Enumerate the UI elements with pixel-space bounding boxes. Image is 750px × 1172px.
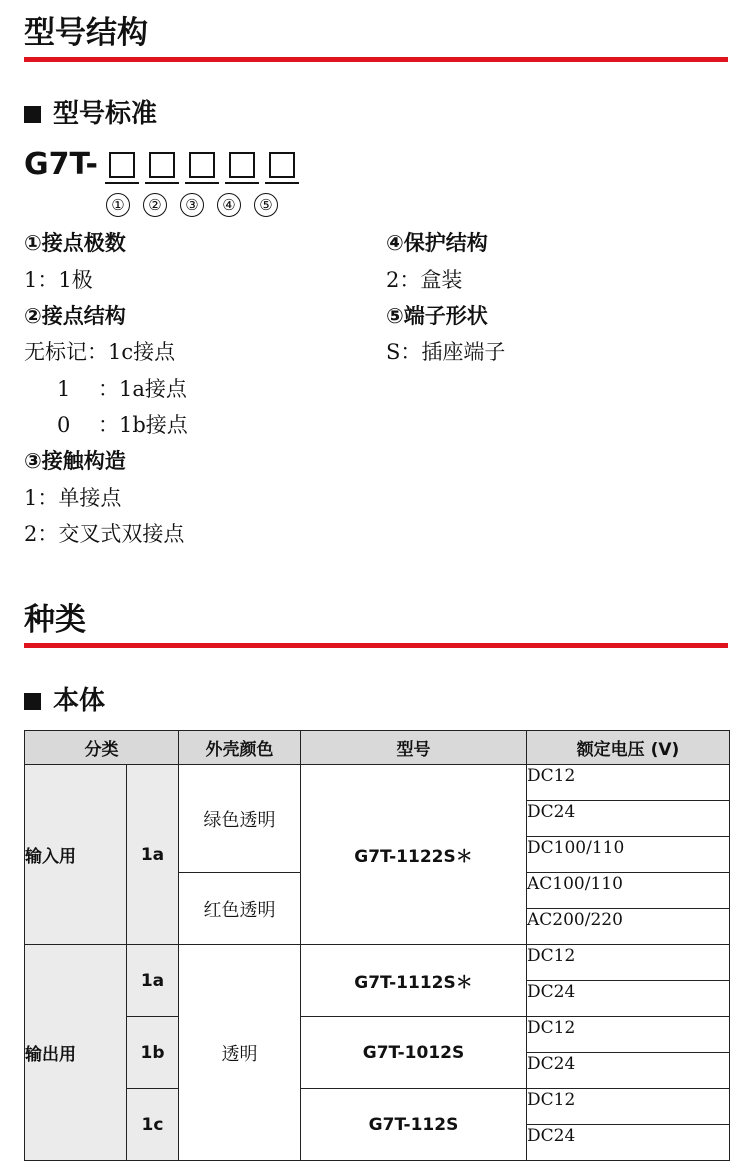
voltage-value: DC12 [527, 945, 576, 966]
case-color-cell: 红色透明 [179, 873, 301, 945]
section-divider [24, 643, 728, 648]
placeholder-box-5 [269, 152, 295, 178]
contact-cell: 1b [127, 1017, 179, 1089]
table-row [25, 765, 730, 801]
header-case-color: 外壳颜色 [179, 731, 301, 765]
square-bullet-icon [24, 106, 41, 123]
header-rated-voltage: 额定电压 (V) [527, 731, 730, 765]
contact-cell: 1c [127, 1089, 179, 1161]
option-desc: ：1a接点 [98, 377, 187, 401]
header-model: 型号 [301, 731, 527, 765]
category-cell: 输入用 [25, 765, 127, 945]
option-line: 2：盒装 [386, 268, 463, 292]
model-cell: G7T-112S [301, 1089, 527, 1161]
option-line: S：插座端子 [386, 340, 506, 364]
group-title-terminal-shape: ⑤端子形状 [386, 304, 488, 328]
subheading-body [24, 688, 105, 714]
case-color-cell: 绿色透明 [179, 765, 301, 873]
option-desc: ：1b接点 [98, 413, 188, 437]
position-marker-5: ⑤ [254, 193, 278, 217]
voltage-value: DC12 [527, 1089, 576, 1110]
table-row [25, 1017, 730, 1053]
table-row [25, 1089, 730, 1125]
voltage-value: DC12 [527, 765, 576, 786]
placeholder-box-3 [189, 152, 215, 178]
model-code-template [24, 143, 302, 183]
model-cell: G7T-1012S [301, 1017, 527, 1089]
voltage-cell [527, 873, 730, 909]
table-row [25, 945, 730, 981]
header-category: 分类 [25, 731, 179, 765]
option-line: 1：单接点 [24, 486, 122, 510]
types-table [24, 730, 730, 1161]
position-marker-1: ① [106, 193, 130, 217]
contact-cell: 1a [127, 765, 179, 945]
position-marker-2: ② [143, 193, 167, 217]
subheading-label: 型号标准 [53, 99, 158, 129]
voltage-value: AC100/110 [527, 873, 623, 894]
voltage-value: DC24 [527, 801, 576, 822]
square-bullet-icon [24, 693, 41, 710]
group-title-contact-construction: ③接触构造 [24, 449, 126, 473]
voltage-value: DC24 [527, 981, 576, 1002]
position-marker-4: ④ [217, 193, 241, 217]
section-divider [24, 57, 728, 62]
option-code: 1 [57, 377, 71, 401]
voltage-cell [527, 909, 730, 945]
model-cell: G7T-1122S＊ [301, 765, 527, 945]
option-code: 0 [57, 413, 71, 437]
group-title-contact-poles: ①接点极数 [24, 231, 126, 255]
voltage-value: DC12 [527, 1017, 576, 1038]
option-line: 1：1极 [24, 268, 93, 292]
placeholder-box-1 [109, 152, 135, 178]
option-line: 无标记：1c接点 [24, 340, 176, 364]
voltage-cell [527, 837, 730, 873]
voltage-cell [527, 801, 730, 837]
group-title-protection: ④保护结构 [386, 231, 488, 255]
model-prefix: G7T- [24, 147, 99, 182]
voltage-cell [527, 765, 730, 801]
voltage-cell [527, 1125, 730, 1161]
placeholder-box-4 [229, 152, 255, 178]
voltage-cell [527, 981, 730, 1017]
position-markers [106, 193, 291, 217]
placeholder-box-2 [149, 152, 175, 178]
voltage-value: DC24 [527, 1125, 576, 1146]
voltage-value: DC24 [527, 1053, 576, 1074]
group-title-contact-structure: ②接点结构 [24, 304, 126, 328]
voltage-value: AC200/220 [527, 909, 623, 930]
position-marker-3: ③ [180, 193, 204, 217]
model-cell: G7T-1112S＊ [301, 945, 527, 1017]
voltage-cell [527, 945, 730, 981]
voltage-cell [527, 1089, 730, 1125]
table-header-row [25, 731, 730, 765]
case-color-cell: 透明 [179, 945, 301, 1161]
voltage-cell [527, 1017, 730, 1053]
contact-cell: 1a [127, 945, 179, 1017]
option-line: 2：交叉式双接点 [24, 522, 185, 546]
subheading-model-standard [24, 101, 157, 127]
section-title-types: 种类 [24, 602, 86, 638]
voltage-value: DC100/110 [527, 837, 625, 858]
category-cell: 输出用 [25, 945, 127, 1161]
subheading-label: 本体 [53, 686, 106, 716]
voltage-cell [527, 1053, 730, 1089]
section-title-model-structure: 型号结构 [24, 15, 148, 51]
